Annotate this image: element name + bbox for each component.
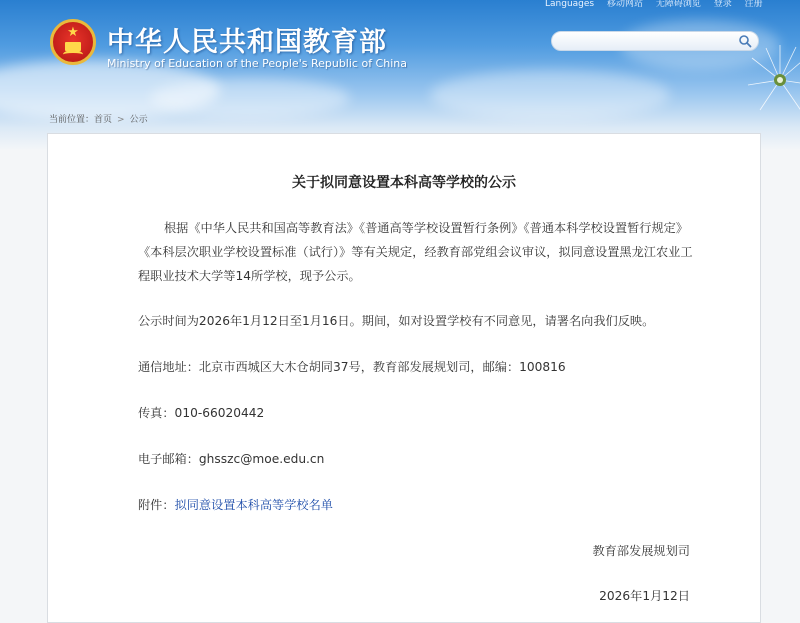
contact-address: 通信地址：北京市西城区大木仓胡同37号，教育部发展规划司，邮编：100816 bbox=[138, 360, 566, 374]
cloud-decoration bbox=[430, 70, 670, 120]
top-links bbox=[545, 0, 773, 9]
national-emblem-icon[interactable]: ★ bbox=[50, 19, 96, 65]
breadcrumb-separator: > bbox=[117, 115, 125, 125]
article-paragraph-basis: 根据《中华人民共和国高等教育法》《普通高等学校设置暂行条例》《普通本科学校设置暂行规定》《本科层次职业学校设置标准（试行）》等有关规定，经教育部党组会议审议，拟同意设置黑龙江农业工程职业技术大学等14所学校，现予公示。 bbox=[138, 221, 693, 283]
breadcrumb-home-link[interactable]: 首页 bbox=[94, 115, 113, 125]
contact-fax: 传真：010-66020442 bbox=[138, 406, 265, 420]
top-link-languages[interactable]: Languages bbox=[545, 0, 595, 9]
article-paragraph-period: 公示时间为2026年1月12日至1月16日。期间，如对设置学校有不同意见，请署名向我们反映。 bbox=[138, 314, 655, 328]
attachment-link[interactable]: 拟同意设置本科高等学校名单 bbox=[174, 498, 333, 512]
site-title[interactable]: 中华人民共和国教育部 bbox=[107, 27, 387, 58]
attachment-row bbox=[138, 496, 333, 513]
article-title: 关于拟同意设置本科高等学校的公示 bbox=[292, 175, 516, 191]
breadcrumb-label: 当前位置： bbox=[49, 115, 95, 125]
article-panel bbox=[47, 133, 761, 623]
signature-department: 教育部发展规划司 bbox=[592, 544, 690, 558]
cloud-decoration bbox=[150, 78, 350, 118]
signature-date: 2026年1月12日 bbox=[599, 589, 690, 603]
site-subtitle: Ministry of Education of the People's Republic of China bbox=[107, 57, 407, 70]
top-link-login[interactable]: 登录 bbox=[713, 0, 732, 9]
top-link-mobile[interactable]: 移动网站 bbox=[606, 0, 643, 9]
top-link-register[interactable]: 注册 bbox=[744, 0, 763, 9]
dandelion-decoration bbox=[740, 30, 800, 130]
breadcrumb-current: 公示 bbox=[129, 115, 148, 125]
breadcrumb bbox=[49, 112, 148, 125]
attachment-label: 附件： bbox=[138, 498, 175, 512]
contact-email: 电子邮箱：ghsszc@moe.edu.cn bbox=[138, 452, 325, 466]
top-link-accessibility[interactable]: 无障碍浏览 bbox=[655, 0, 701, 9]
search-input[interactable] bbox=[551, 31, 759, 51]
